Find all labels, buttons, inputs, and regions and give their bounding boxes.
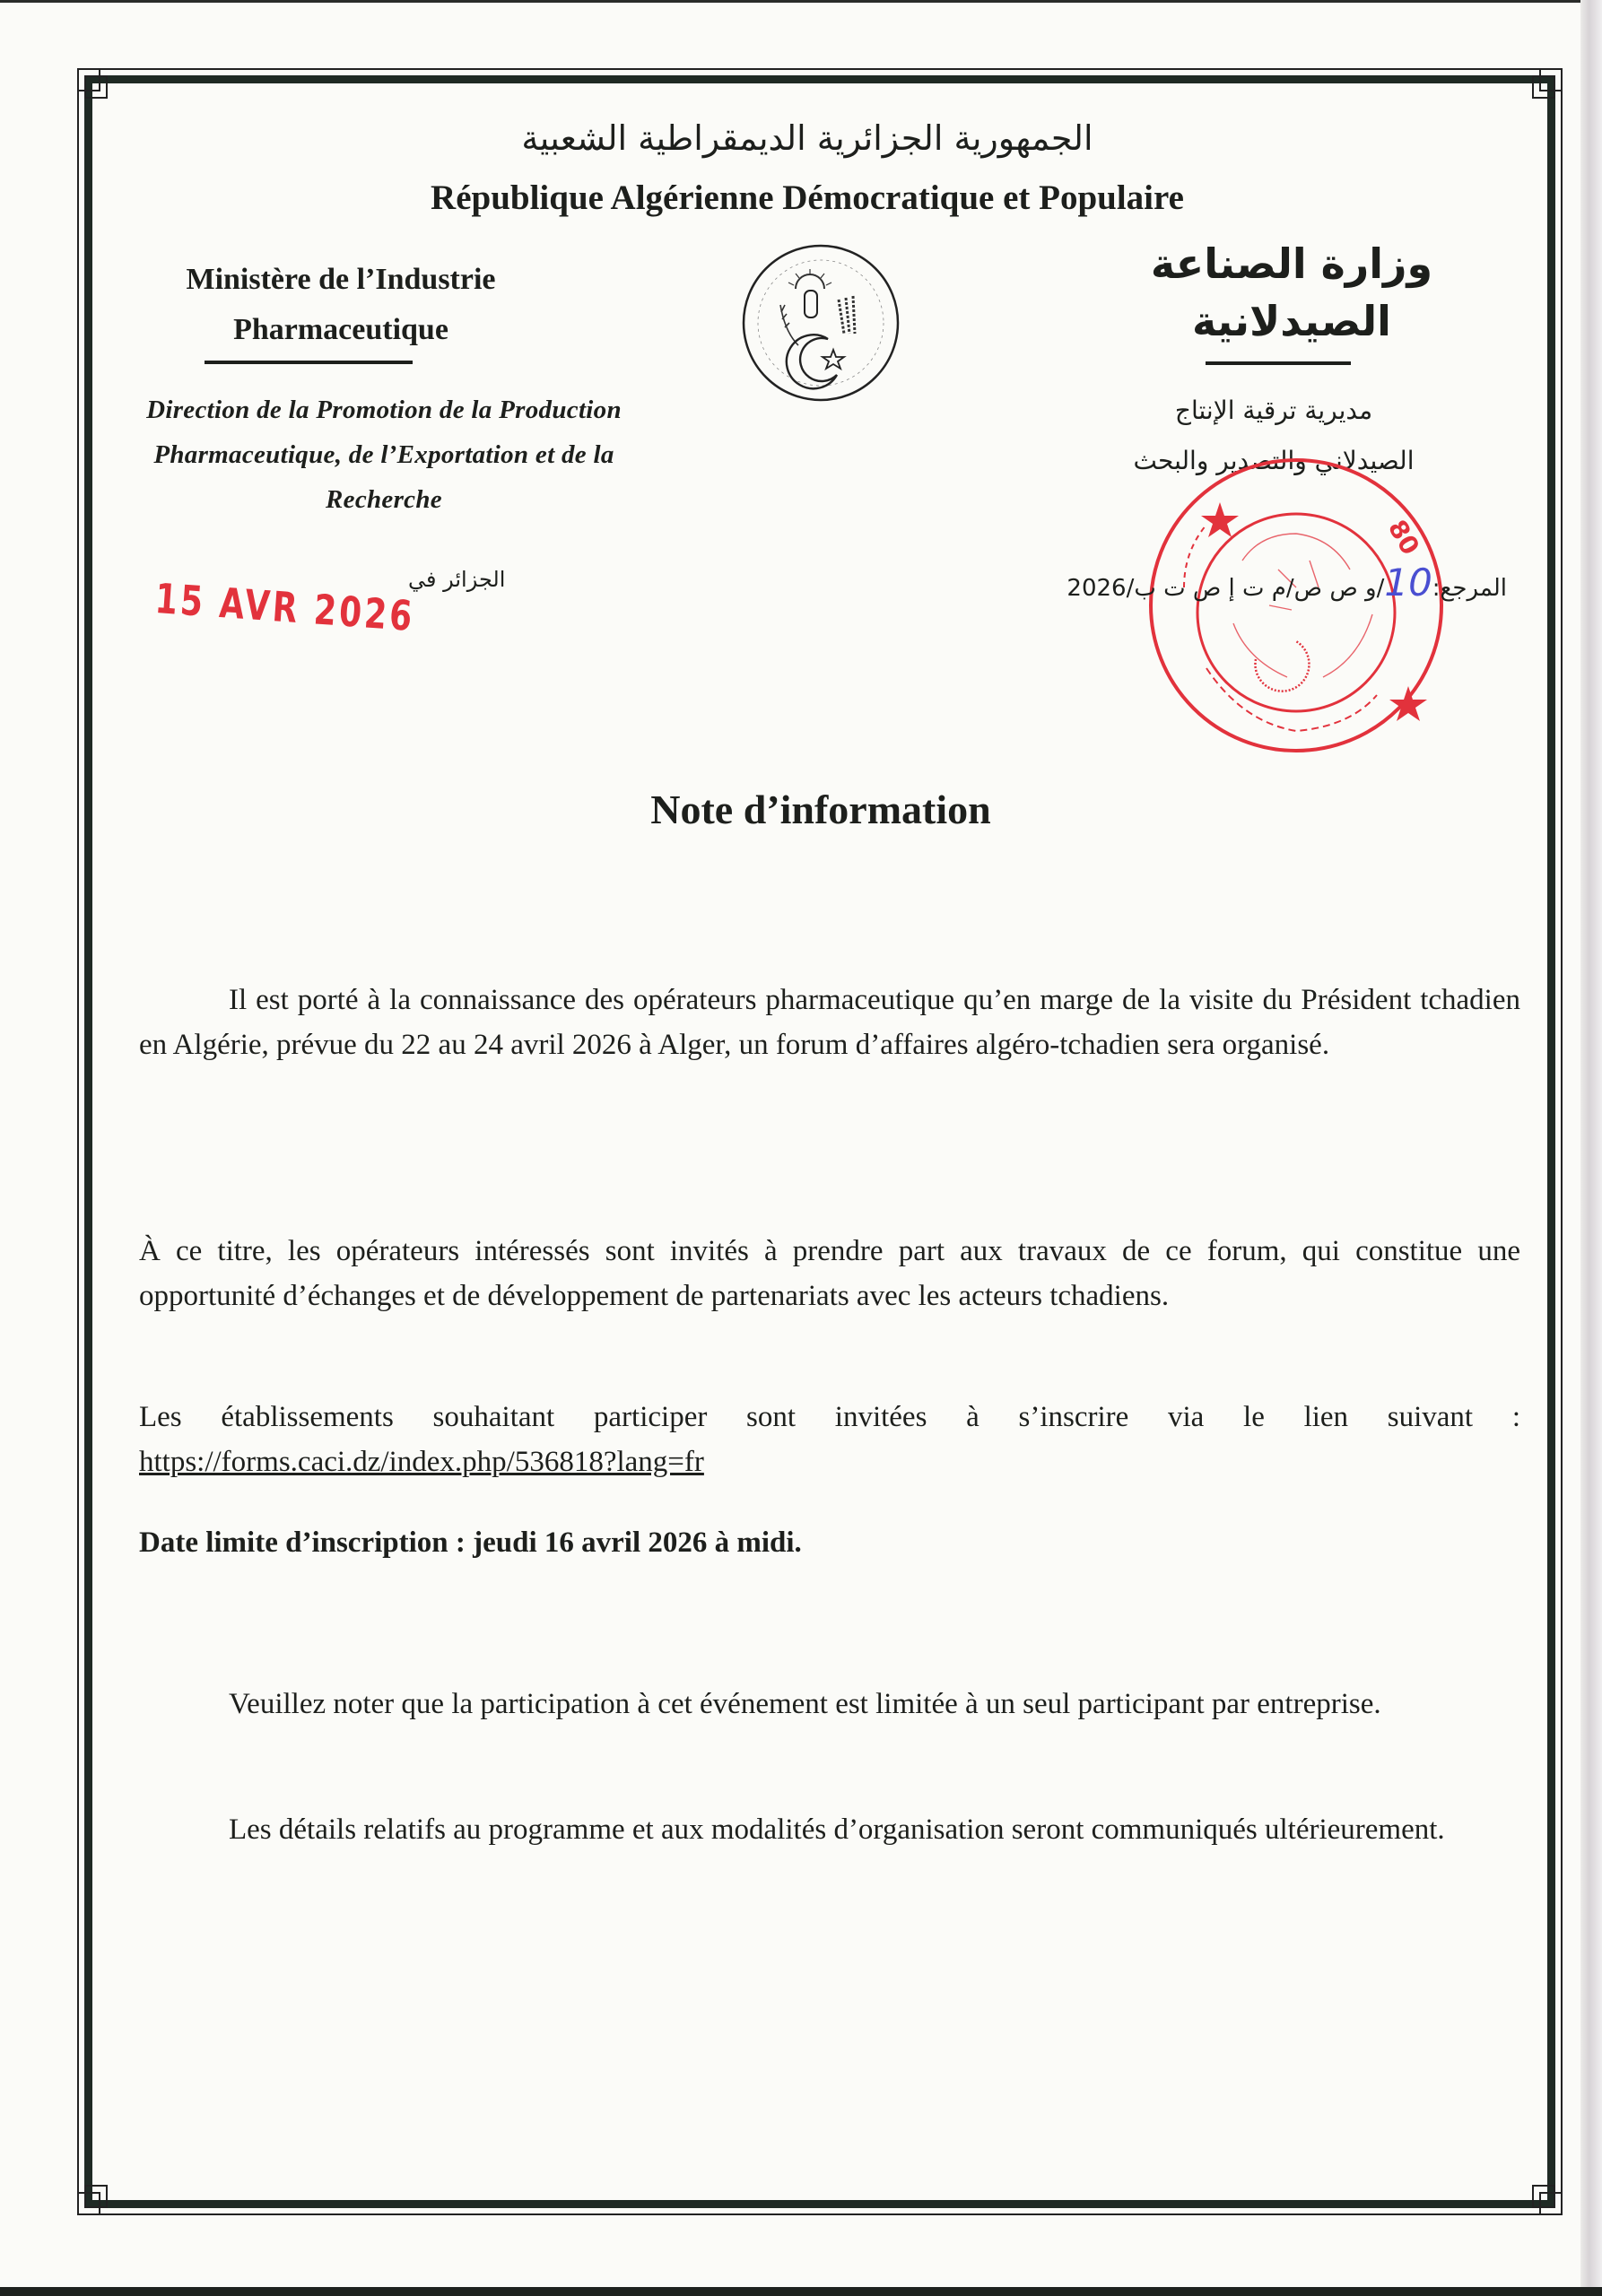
reference-number-handwritten: 10 xyxy=(1384,561,1432,604)
border-corner-ornament xyxy=(84,75,108,99)
ministry-ar-line-1: وزارة الصناعة xyxy=(1150,239,1433,288)
divider-right xyxy=(1206,361,1351,365)
direction-name-french xyxy=(106,387,662,522)
registration-link[interactable]: https://forms.caci.dz/index.php/536818?lang=fr xyxy=(139,1446,704,1478)
paragraph-participation-limit: Veuillez noter que la participation à cet événement est limitée à un seul participant par entreprise. xyxy=(229,1688,1381,1720)
border-corner-ornament xyxy=(1532,2185,1555,2208)
border-corner-ornament xyxy=(84,2185,108,2208)
ministry-name-french xyxy=(99,255,583,355)
divider-left xyxy=(205,361,413,364)
direction-line-2: Pharmaceutique, de l’Exportation et de la xyxy=(153,440,614,469)
ministry-ar-line-2: الصيدلانية xyxy=(1192,297,1391,345)
seal-number: 80 xyxy=(1381,515,1426,561)
paragraph-intro: Il est porté à la connaissance des opérateurs pharmaceutique qu’en marge de la visite du Président tchadien en Algérie, prévue du 22 au 24 avril 2026 à Alger, un forum d’affaires algéro-tchadien sera organisé. xyxy=(139,984,1520,1061)
algeria-state-emblem-icon xyxy=(740,242,901,404)
direction-line-1: Direction de la Promotion de la Production xyxy=(146,396,622,424)
paragraph-details-later: Les détails relatifs au programme et aux modalités d’organisation seront communiqués ultérieurement. xyxy=(229,1813,1445,1846)
country-name-french: République Algérienne Démocratique et Populaire xyxy=(431,178,1184,217)
direction-ar-line-2: الصيدلاني والتصدير والبحث xyxy=(1133,446,1415,475)
registration-deadline: Date limite d’inscription : jeudi 16 avril 2026 à midi. xyxy=(139,1526,802,1559)
reference-line xyxy=(1005,561,1507,604)
ministry-line-1: Ministère de l’Industrie xyxy=(186,263,496,296)
country-name-arabic: الجمهورية الجزائرية الديمقراطية الشعبية xyxy=(521,118,1093,158)
border-corner-ornament xyxy=(1532,75,1555,99)
reference-code: /و ص ص/م ت إ ص ت ب/2026 xyxy=(1067,575,1385,602)
page-edge-top xyxy=(0,0,1602,3)
direction-ar-line-1: مديرية ترقية الإنتاج xyxy=(1174,396,1373,425)
ministry-name-arabic xyxy=(1112,235,1471,350)
place-label-arabic: الجزائر في xyxy=(408,567,506,592)
date-stamp: 15 AVR 2026 xyxy=(153,574,417,641)
paragraph-invitation: À ce titre, les opérateurs intéressés sont invités à prendre part aux travaux de ce forum, qui constitue une opportunité d’échanges et de développement de partenariats avec les acteurs tchadiens. xyxy=(139,1235,1520,1312)
direction-line-3: Recherche xyxy=(326,485,442,514)
page-edge-bottom xyxy=(0,2287,1602,2296)
registration-instruction: Les établissements souhaitant participer sont invitées à s’inscrire via le lien suivant : xyxy=(139,1401,1520,1433)
ministry-line-2: Pharmaceutique xyxy=(233,313,448,346)
reference-label: المرجع: xyxy=(1432,575,1507,602)
document-title: Note d’information xyxy=(650,787,991,832)
page-edge-right xyxy=(1580,0,1602,2296)
official-seal-stamp-icon xyxy=(1144,453,1449,758)
paragraph-registration xyxy=(139,1395,1520,1484)
